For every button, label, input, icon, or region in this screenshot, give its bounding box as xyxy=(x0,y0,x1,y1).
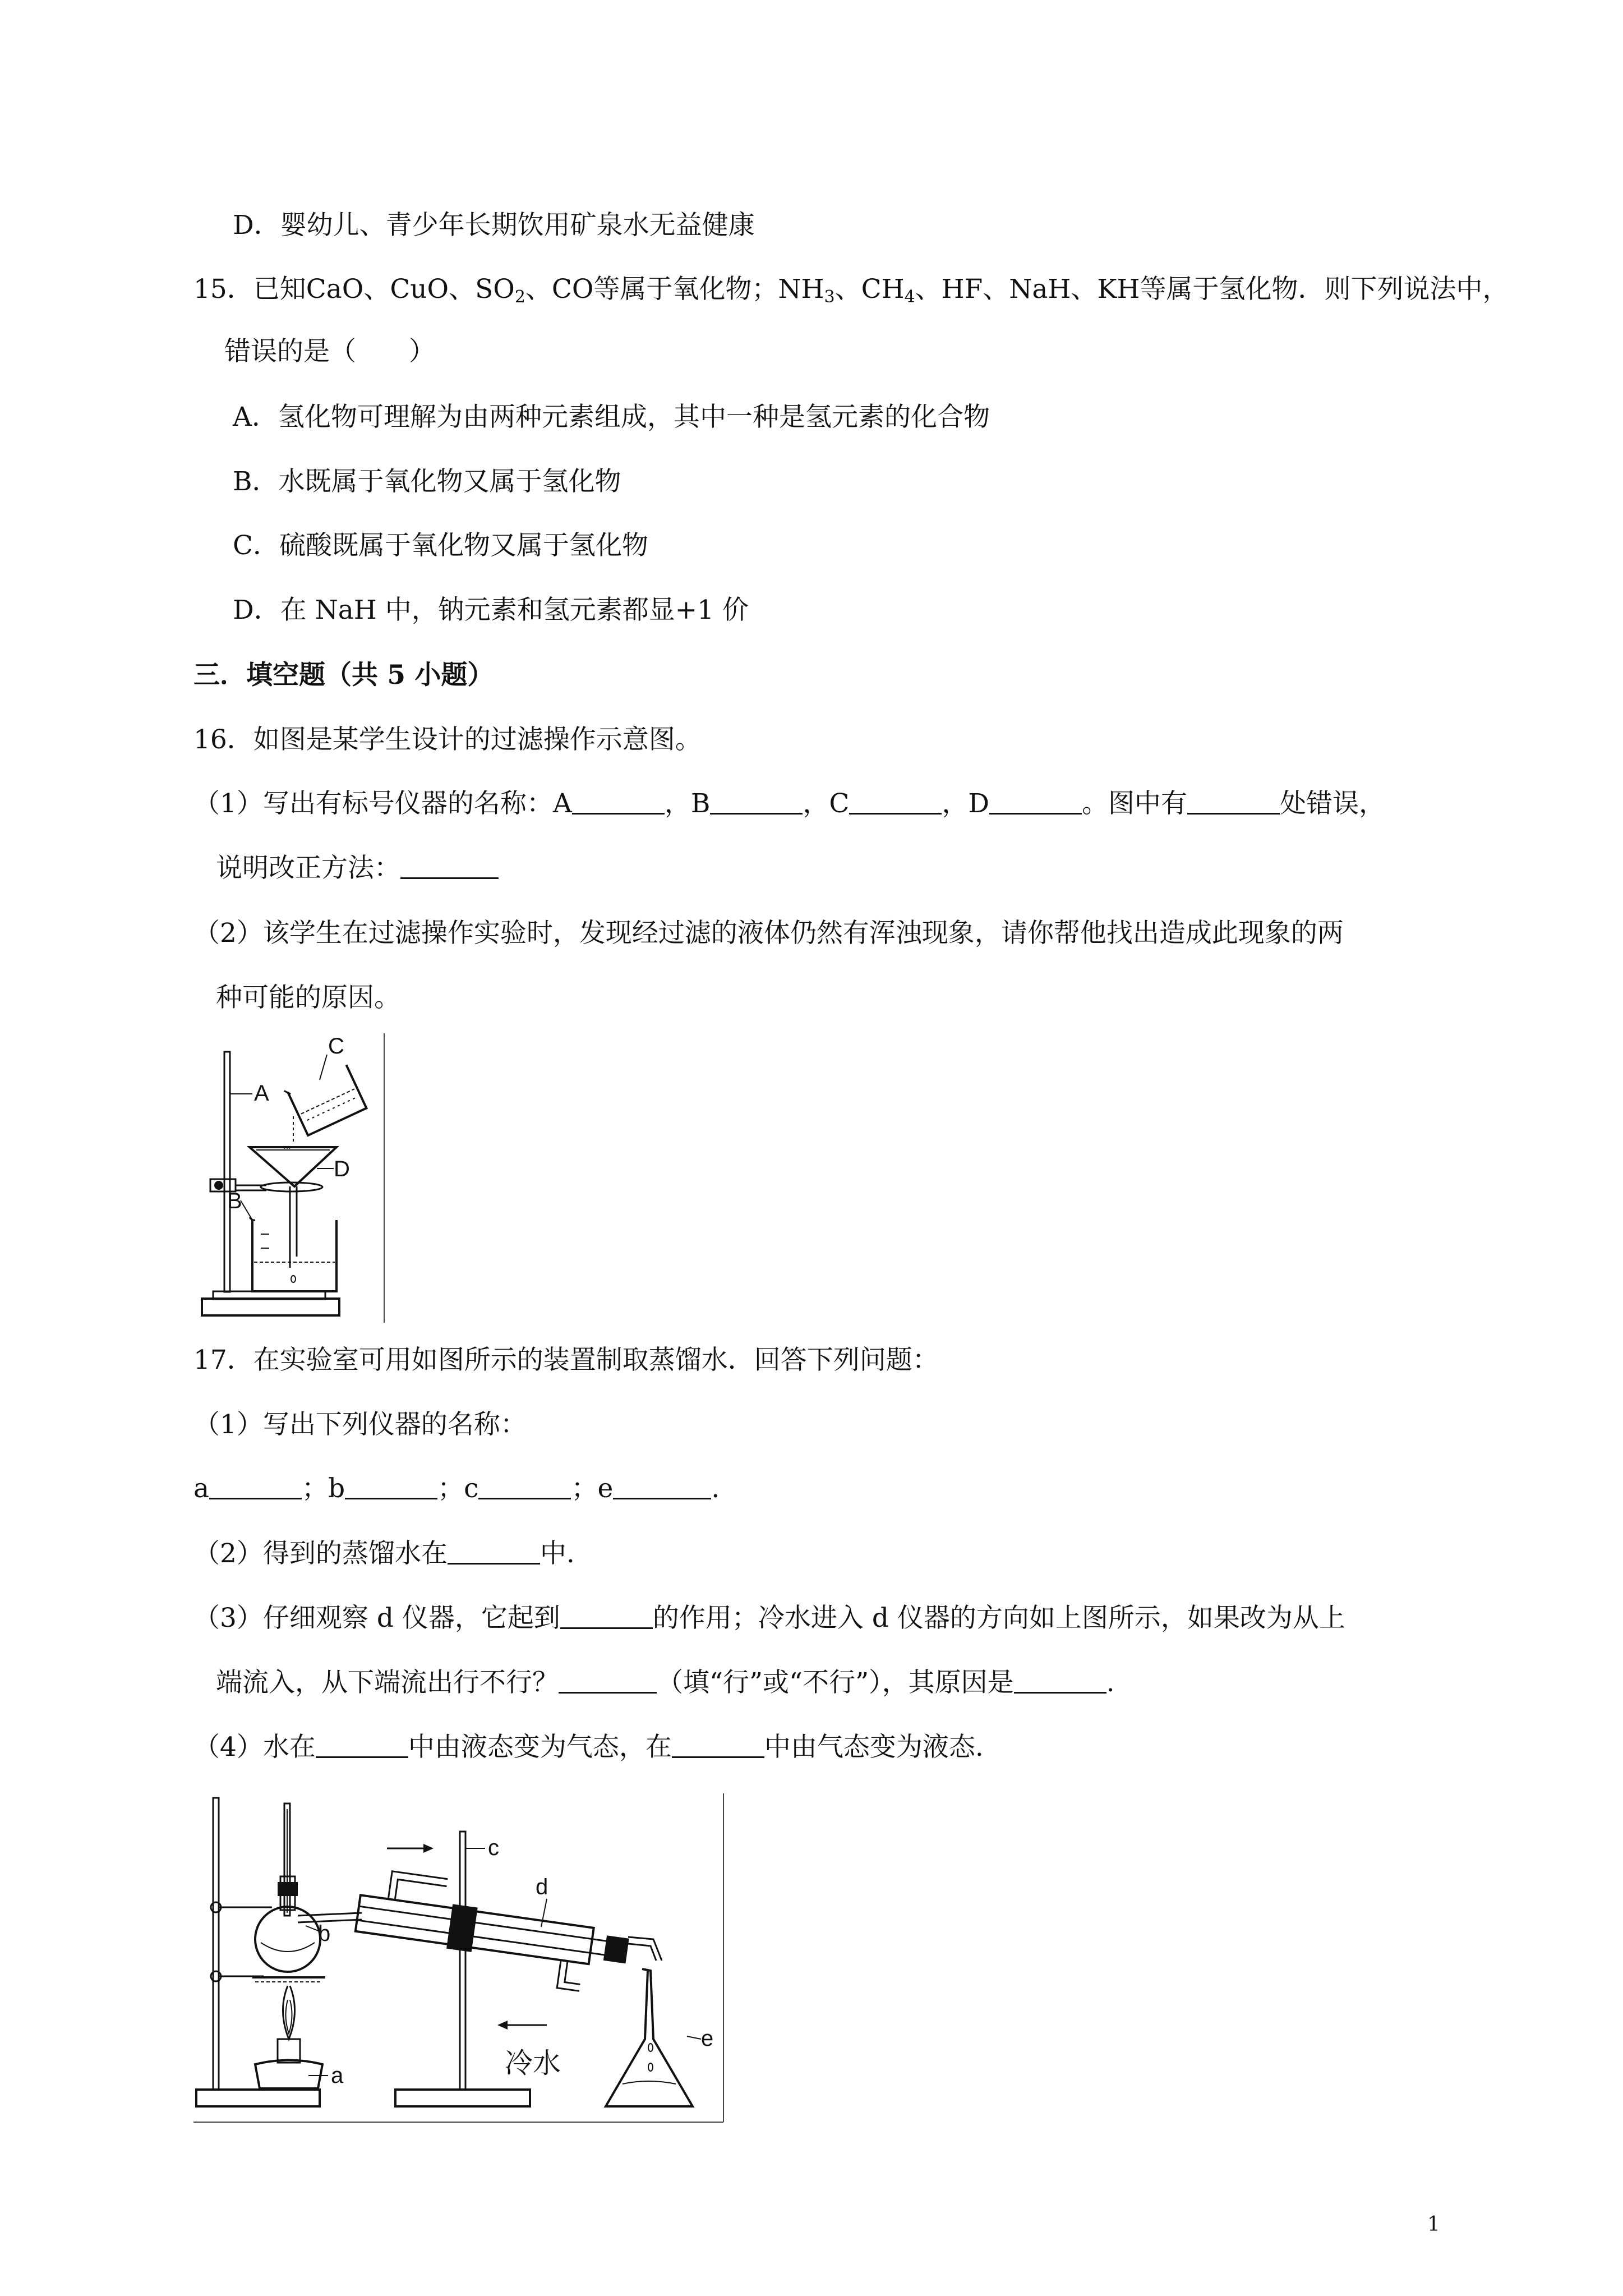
blank[interactable] xyxy=(572,788,665,815)
filter-paper-mark: … xyxy=(283,1142,291,1151)
blank[interactable] xyxy=(560,1603,653,1629)
q15-option-d: D．在 NaH 中，钠元素和氢元素都显+1 价 xyxy=(233,595,749,625)
label-c: C xyxy=(328,1034,344,1059)
label-e: e xyxy=(701,2026,714,2051)
blank[interactable] xyxy=(400,853,499,879)
label-d: d xyxy=(536,1875,548,1899)
blank[interactable] xyxy=(559,1667,657,1694)
q14-option-d: D．婴幼儿、青少年长期饮用矿泉水无益健康 xyxy=(233,210,755,241)
label-a: A xyxy=(254,1081,269,1106)
label-b: b xyxy=(318,1921,331,1946)
blank[interactable] xyxy=(478,1473,571,1499)
filtration-diagram xyxy=(193,1032,390,1324)
label-d: D xyxy=(334,1157,350,1181)
blank[interactable] xyxy=(345,1473,437,1499)
cold-water-label: 冷水 xyxy=(505,2047,561,2079)
q17-part1: （1）写出下列仪器的名称： xyxy=(193,1409,527,1440)
q16-part1-line2: 说明改正方法： xyxy=(216,852,499,885)
section-heading: 三．填空题（共 5 小题） xyxy=(193,660,494,691)
blank[interactable] xyxy=(710,788,803,815)
blank[interactable] xyxy=(448,1538,540,1565)
blank[interactable] xyxy=(672,1732,764,1758)
q17-part4: （4）水在 中由液态变为气态，在 中由气态变为液态. xyxy=(193,1732,984,1763)
q16-part1: （1）写出有标号仪器的名称：A ，B ，C ，D 。图中有 处错误， xyxy=(193,788,1386,819)
q17-part2: （2）得到的蒸馏水在 中. xyxy=(193,1538,575,1569)
distillation-diagram xyxy=(193,1792,726,2123)
blank[interactable] xyxy=(849,788,942,815)
q17-part3-line2: 端流入，从下端流出行不行？ （填“行”或“不行”），其原因是 . xyxy=(216,1667,1115,1698)
label-a: a xyxy=(331,2063,344,2088)
label-c: c xyxy=(488,1835,499,1860)
blank[interactable] xyxy=(209,1473,302,1499)
q17-part3: （3）仔细观察 d 仪器，它起到 的作用；冷水进入 d 仪器的方向如上图所示，如果改为从上 xyxy=(193,1603,1345,1634)
blank[interactable] xyxy=(316,1732,408,1758)
page-number: 1 xyxy=(1427,2213,1440,2236)
q17-stem: 17．在实验室可用如图所示的装置制取蒸馏水．回答下列问题： xyxy=(193,1345,939,1375)
blank[interactable] xyxy=(1187,788,1280,815)
label-b: B xyxy=(227,1189,242,1213)
q15-option-c: C．硫酸既属于氧化物又属于氢化物 xyxy=(233,530,648,561)
q15-option-b: B．水既属于氧化物又属于氢化物 xyxy=(233,466,621,497)
q15-option-a: A．氢化物可理解为由两种元素组成，其中一种是氢元素的化合物 xyxy=(233,402,990,432)
q15-stem-line2: 错误的是（ ） xyxy=(224,336,435,367)
q16-part2-line2: 种可能的原因。 xyxy=(216,982,400,1013)
blank[interactable] xyxy=(1014,1667,1106,1694)
q16-stem: 16．如图是某学生设计的过滤操作示意图。 xyxy=(193,724,702,755)
q17-part1-blanks: a ；b ；c ；e . xyxy=(193,1473,720,1504)
q15-stem: 15．已知CaO、CuO、$SO_2$、CO等属于氧化物；$NH_3$、$CH_4$、HF、NaH、KH等属于氢化物．则下列说法中， xyxy=(193,274,1509,307)
blank[interactable] xyxy=(989,788,1082,815)
q16-part2: （2）该学生在过滤操作实验时，发现经过滤的液体仍然有浑浊现象，请你帮他找出造成此现象的两 xyxy=(193,918,1344,949)
blank[interactable] xyxy=(613,1473,711,1499)
